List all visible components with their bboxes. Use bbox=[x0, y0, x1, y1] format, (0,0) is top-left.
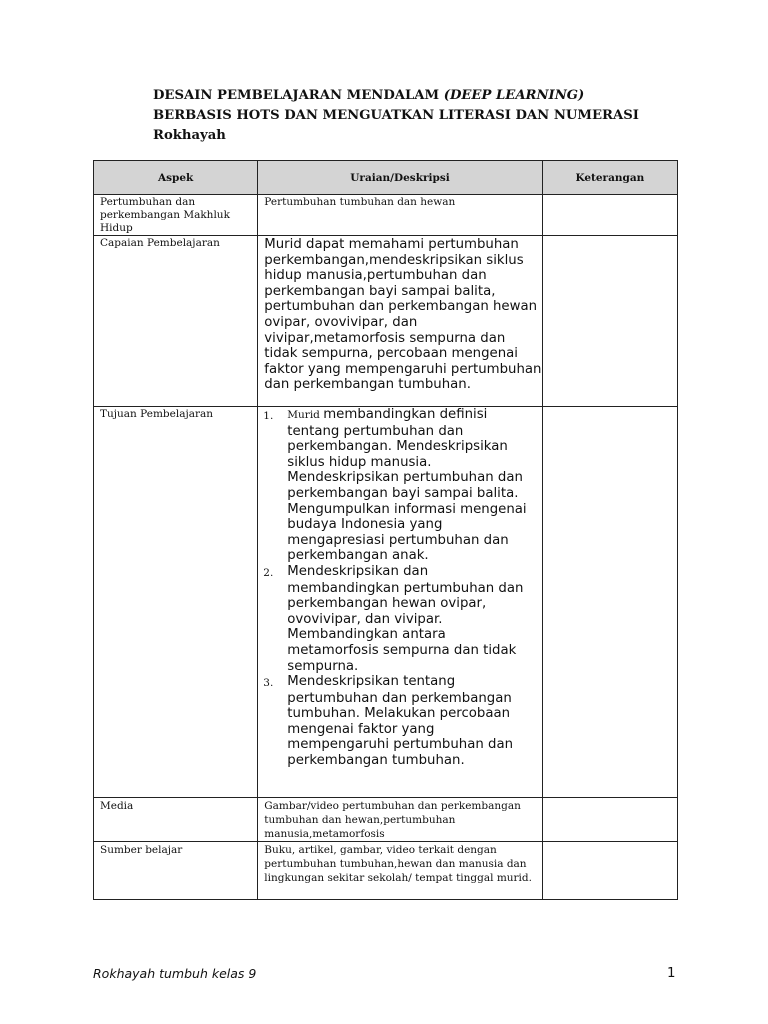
page-number: 1 bbox=[667, 966, 676, 981]
learning-design-table bbox=[93, 160, 678, 900]
footer-text: Rokhayah tumbuh kelas 9 bbox=[93, 966, 257, 981]
row-tujuan-keterangan bbox=[542, 407, 677, 798]
list-item: 3. Mendeskripsikan tentang pertumbuhan dan perkembangan tumbuhan. Melakukan percobaan mengenai faktor yang mempengaruhi pertumbuhan dan perkembangan tumbuhan. bbox=[263, 674, 514, 769]
row-sumber-uraian: Buku, artikel, gambar, video terkait dengan pertumbuhan tumbuhan,hewan dan manusia dan lingkungan sekitar sekolah/ tempat tinggal murid. bbox=[258, 842, 542, 900]
row-tujuan-aspek: Tujuan Pembelajaran bbox=[94, 407, 258, 798]
document-header bbox=[153, 86, 713, 146]
row-capaian-uraian: Murid dapat memahami pertumbuhan perkembangan,mendeskripsikan siklus hidup manusia,pertumbuhan dan perkembangan bayi sampai balita, pertumbuhan dan perkembangan hewan ovipar, ovovivipar, dan vivipar,metamorfosis sempurna dan tidak sempurna, percobaan mengenai faktor yang mempengaruhi pertumbuhan dan perkembangan tumbuhan. bbox=[258, 236, 542, 407]
row-capaian-keterangan bbox=[542, 236, 677, 407]
row-capaian-aspek: Capaian Pembelajaran bbox=[94, 236, 258, 407]
row-topic-aspek: Pertumbuhan dan perkembangan Makhluk Hidup bbox=[94, 195, 258, 236]
objectives-list bbox=[258, 407, 541, 769]
table-row bbox=[94, 236, 678, 407]
author-name: Rokhayah bbox=[153, 128, 226, 143]
row-media-aspek: Media bbox=[94, 798, 258, 842]
document-title: DESAIN PEMBELAJARAN MENDALAM (DEEP LEARNING) bbox=[153, 88, 585, 103]
row-topic-uraian: Pertumbuhan tumbuhan dan hewan bbox=[258, 195, 542, 236]
table-row bbox=[94, 195, 678, 236]
table-row bbox=[94, 842, 678, 900]
header-uraian: Uraian/Deskripsi bbox=[258, 161, 542, 195]
list-item: 2. Mendeskripsikan dan membandingkan pertumbuhan dan perkembangan hewan ovipar, ovovivipar, dan vivipar. Membandingkan antara metamorfosis sempurna dan tidak sempurna. bbox=[263, 563, 524, 674]
title-italic: (DEEP LEARNING) bbox=[443, 88, 585, 103]
header-aspek: Aspek bbox=[94, 161, 258, 195]
row-tujuan-uraian bbox=[258, 407, 542, 798]
header-keterangan: Keterangan bbox=[542, 161, 677, 195]
table-row bbox=[94, 407, 678, 798]
table-header-row bbox=[94, 161, 678, 195]
row-media-uraian: Gambar/video pertumbuhan dan perkembangan tumbuhan dan hewan,pertumbuhan manusia,metamorfosis bbox=[258, 798, 542, 842]
row-media-keterangan bbox=[542, 798, 677, 842]
row-topic-keterangan bbox=[542, 195, 677, 236]
row-sumber-keterangan bbox=[542, 842, 677, 900]
list-item: 1. Murid membandingkan definisi tentang pertumbuhan dan perkembangan. Mendeskripsikan siklus hidup manusia. Mendeskripsikan pertumbuhan dan perkembangan bayi sampai balita. Mengumpulkan informasi mengenai budaya Indonesia yang mengapresiasi pertumbuhan dan perkembangan anak. bbox=[263, 407, 527, 564]
row-sumber-aspek: Sumber belajar bbox=[94, 842, 258, 900]
table-row bbox=[94, 798, 678, 842]
document-subtitle: BERBASIS HOTS DAN MENGUATKAN LITERASI DAN NUMERASI bbox=[153, 108, 639, 123]
